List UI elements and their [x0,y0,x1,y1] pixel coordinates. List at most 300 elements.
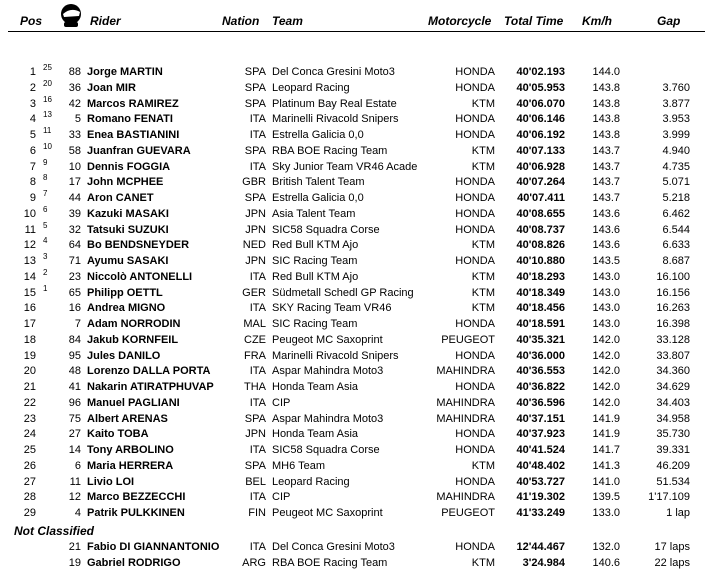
team-name: SIC Racing Team [272,318,358,330]
speed-kmh: 143.7 [592,192,620,204]
rider-number: 42 [68,97,81,110]
points: 4 [43,236,48,246]
total-time: 40'08.826 [516,239,565,252]
gap: 34.360 [656,365,690,378]
nation: ITA [249,541,266,553]
rider-name: Tatsuki SUZUKI [87,223,169,236]
motorcycle: PEUGEOT [441,333,495,346]
team-name: Sky Junior Team VR46 Acade [272,160,418,173]
motorcycle: KTM [471,302,495,315]
speed-kmh: 143.6 [592,207,620,220]
speed-kmh: 141.9 [592,412,620,425]
motorcycle: HONDA [455,176,495,189]
rider-name: Dennis FOGGIA [87,160,171,173]
points: 3 [43,252,48,261]
position: 13 [23,255,36,267]
speed-kmh: 142.0 [592,396,620,409]
total-time: 40'18.456 [516,302,565,315]
total-time: 40'07.411 [517,192,565,204]
points: 20 [43,78,52,88]
header-kmh: Km/h [582,14,612,28]
table-row [0,222,710,238]
rider-number: 11 [69,475,81,488]
nation: SPA [244,81,266,94]
speed-kmh: 133.0 [592,507,620,519]
motorcycle: HONDA [455,129,495,141]
gap: 5.071 [662,176,690,189]
nation: ARG [242,556,266,569]
table-row [0,363,710,379]
rider-number: 27 [68,428,81,441]
rider-name: Ayumu SASAKI [87,255,169,267]
speed-kmh: 139.5 [592,491,620,504]
nation: ITA [249,302,266,315]
points: 7 [43,189,48,198]
nation: ITA [249,491,266,504]
team-name: Peugeot MC Saxoprint [272,333,383,346]
nation: ITA [249,129,266,141]
nation: MAL [243,318,266,330]
total-time: 40'35.321 [516,333,565,346]
table-row [0,411,710,427]
team-name: Marinelli Rivacold Snipers [272,113,399,126]
table-row [0,332,710,348]
team-name: CIP [272,491,291,504]
position: 5 [29,129,36,141]
total-time: 40'18.349 [516,286,565,299]
total-time: 40'37.151 [516,412,565,425]
gap: 16.156 [656,286,690,299]
nation: SPA [244,97,266,110]
team-name: Marinelli Rivacold Snipers [272,349,399,362]
position: 21 [23,381,36,393]
nation: JPN [245,255,266,267]
speed-kmh: 142.0 [592,381,620,393]
team-name: Leopard Racing [272,475,350,488]
rider-name: Jules DANILO [87,349,161,362]
nation: SPA [244,66,266,78]
table-row [0,206,710,222]
team-name: RBA BOE Racing Team [272,556,388,569]
motorcycle: HONDA [455,192,495,204]
points: 9 [43,157,48,167]
rider-number: 12 [68,491,81,504]
points: 8 [43,173,48,183]
total-time: 40'36.000 [516,349,565,362]
rider-name: Romano FENATI [87,113,173,126]
position: 11 [24,223,36,236]
position: 20 [23,365,36,378]
motorcycle: HONDA [455,223,495,236]
nation: JPN [245,428,266,441]
rider-name: Joan MIR [87,81,136,94]
header-rider: Rider [90,14,121,28]
speed-kmh: 143.6 [592,239,620,252]
rider-name: Manuel PAGLIANI [87,396,180,409]
speed-kmh: 143.7 [592,144,620,157]
table-row [0,143,710,159]
table-row [0,111,710,127]
rider-name: Gabriel RODRIGO [87,556,181,569]
position: 26 [23,459,36,472]
gap: 8.687 [662,255,690,267]
rider-name: Fabio DI GIANNANTONIO [87,541,220,553]
position: 8 [29,176,36,189]
total-time: 40'48.402 [516,459,565,472]
gap: 3.999 [662,129,690,141]
position: 2 [29,81,36,94]
gap: 16.263 [656,302,690,315]
rider-number: 14 [68,444,81,456]
rider-name: Andrea MIGNO [87,302,166,315]
team-name: Platinum Bay Real Estate [272,97,397,110]
points: 16 [43,94,52,104]
total-time: 40'06.192 [516,129,565,141]
motorcycle: HONDA [455,207,495,220]
rider-number: 41 [68,381,81,393]
table-row [0,269,710,285]
rider-name: Jakub KORNFEIL [87,333,179,346]
speed-kmh: 143.8 [592,97,620,110]
speed-kmh: 141.7 [592,444,620,456]
rider-number: 17 [68,176,81,189]
motorcycle: KTM [471,160,495,173]
total-time: 3'24.984 [522,556,565,569]
position: 23 [23,412,36,425]
rider-number: 75 [68,412,81,425]
table-row [0,539,710,555]
position: 25 [23,444,36,456]
total-time: 40'06.070 [516,97,565,110]
header-pos: Pos [20,14,43,28]
team-name: SIC58 Squadra Corse [272,223,380,236]
nation: ITA [249,160,266,173]
nation: JPN [245,207,266,220]
position: 16 [23,302,36,315]
position: 6 [29,144,36,157]
table-row [0,300,710,316]
gap: 3.760 [662,81,690,94]
rider-number: 10 [68,160,81,173]
position: 9 [29,192,36,204]
gap: 4.735 [662,160,690,173]
team-name: SIC Racing Team [272,255,358,267]
points: 6 [43,204,48,214]
gap: 39.331 [656,444,690,456]
table-row [0,285,710,301]
gap: 34.958 [656,412,690,425]
speed-kmh: 143.0 [592,318,620,330]
rider-name: Patrik PULKKINEN [87,507,185,519]
team-name: CIP [272,396,291,409]
rider-number: 71 [68,255,81,267]
table-row [0,489,710,505]
team-name: Honda Team Asia [272,428,359,441]
rider-number: 23 [68,270,81,283]
position: 22 [23,396,36,409]
speed-kmh: 143.8 [592,81,620,94]
table-row [0,174,710,190]
rider-name: Lorenzo DALLA PORTA [87,365,211,378]
table-row [0,127,710,143]
table-row [0,64,710,80]
total-time: 40'10.880 [516,255,565,267]
gap: 22 laps [654,556,690,569]
table-row [0,379,710,395]
team-name: RBA BOE Racing Team [272,144,388,157]
motorcycle-rider-icon [58,3,84,29]
rider-number: 6 [74,459,81,472]
speed-kmh: 143.8 [592,129,620,141]
total-time: 40'02.193 [516,66,565,78]
table-row [0,190,710,206]
nation: CZE [244,333,266,346]
rider-name: Enea BASTIANINI [87,129,180,141]
rider-name: Bo BENDSNEYDER [87,239,190,252]
table-row [0,316,710,332]
table-row [0,555,710,571]
rider-name: Maria HERRERA [87,459,174,472]
team-name: Red Bull KTM Ajo [272,270,359,283]
position: 14 [23,270,36,283]
motorcycle: HONDA [455,113,495,126]
gap: 16.398 [656,318,690,330]
total-time: 40'08.655 [516,207,565,220]
nation: SPA [244,459,266,472]
points: 1 [43,283,48,293]
table-row [0,395,710,411]
motorcycle: HONDA [455,428,495,441]
table-row [0,96,710,112]
table-row [0,474,710,490]
rider-name: Jorge MARTIN [87,66,163,78]
not-classified-title: Not Classified [14,524,95,538]
rider-name: Adam NORRODIN [87,318,181,330]
gap: 16.100 [656,270,690,283]
rider-number: 48 [68,365,81,378]
table-row [0,237,710,253]
gap: 46.209 [656,459,690,472]
points: 11 [43,126,52,135]
team-name: Del Conca Gresini Moto3 [272,541,395,553]
rider-number: 4 [74,507,81,519]
header-motorcycle: Motorcycle [428,14,492,28]
rider-name: John MCPHEE [87,176,164,189]
rider-name: Albert ARENAS [87,412,168,425]
motorcycle: MAHINDRA [436,491,495,504]
speed-kmh: 143.0 [592,286,620,299]
motorcycle: KTM [471,144,495,157]
points: 10 [43,141,52,151]
total-time: 40'37.923 [516,428,565,441]
motorcycle: MAHINDRA [436,412,495,425]
position: 15 [23,286,36,299]
table-row [0,426,710,442]
motorcycle: HONDA [455,318,495,330]
speed-kmh: 144.0 [592,66,620,78]
motorcycle: HONDA [455,444,495,456]
gap: 51.534 [656,475,690,488]
speed-kmh: 132.0 [592,541,620,553]
position: 10 [23,207,36,220]
position: 7 [29,160,36,173]
gap: 6.544 [662,223,690,236]
speed-kmh: 143.5 [592,255,620,267]
nation: JPN [245,223,266,236]
motorcycle: KTM [471,556,495,569]
position: 3 [29,97,36,110]
motorcycle: KTM [471,270,495,283]
position: 1 [29,66,36,78]
rider-number: 33 [68,129,81,141]
speed-kmh: 141.3 [592,459,620,472]
speed-kmh: 143.8 [592,113,620,126]
header-gap: Gap [657,14,681,28]
position: 18 [23,333,36,346]
nation: FIN [248,507,266,519]
team-name: British Talent Team [272,176,365,189]
rider-name: Aron CANET [87,192,154,204]
total-time: 41'33.249 [516,507,565,519]
rider-name: Livio LOI [87,475,135,488]
team-name: Asia Talent Team [272,207,356,220]
rider-name: Philipp OETTL [87,286,163,299]
team-name: Leopard Racing [272,81,350,94]
header-divider [8,31,705,32]
team-name: SIC58 Squadra Corse [272,444,380,456]
points: 25 [43,63,52,72]
position: 29 [23,507,36,519]
table-header [0,0,710,40]
team-name: Aspar Mahindra Moto3 [272,412,384,425]
nation: SPA [244,144,266,157]
rider-number: 58 [68,144,81,157]
team-name: Estrella Galicia 0,0 [272,129,364,141]
position: 28 [23,491,36,504]
gap: 1 lap [666,507,690,519]
nation: ITA [249,270,266,283]
gap: 5.218 [662,192,690,204]
total-time: 40'08.737 [516,223,565,236]
rider-number: 95 [68,349,81,362]
gap: 1'17.109 [648,491,690,504]
rider-number: 21 [68,541,81,553]
nation: GBR [242,176,266,189]
gap: 6.462 [662,207,690,220]
nation: ITA [249,113,266,126]
gap: 33.807 [656,349,690,362]
gap: 3.953 [662,113,690,126]
total-time: 40'06.928 [516,160,565,173]
rider-name: Kaito TOBA [87,428,149,441]
points: 5 [43,220,48,230]
nation: FRA [244,349,266,362]
table-row [0,159,710,175]
points: 2 [43,267,48,277]
table-row [0,348,710,364]
gap: 33.128 [656,333,690,346]
total-time: 40'53.727 [516,475,565,488]
total-time: 40'41.524 [516,444,565,456]
table-row [0,80,710,96]
nation: GER [242,286,266,299]
position: 27 [23,475,36,488]
gap: 4.940 [662,144,690,157]
motorcycle: HONDA [455,541,495,553]
table-row [0,505,710,521]
team-name: SKY Racing Team VR46 [272,302,392,315]
nation: THA [244,381,266,393]
nation: NED [242,239,266,252]
team-name: Honda Team Asia [272,381,359,393]
gap: 34.629 [656,381,690,393]
position: 19 [23,349,36,362]
position: 4 [29,113,36,126]
gap: 3.877 [662,97,690,110]
motorcycle: KTM [471,459,495,472]
motorcycle: MAHINDRA [436,396,495,409]
total-time: 40'07.133 [516,144,565,157]
header-total-time: Total Time [504,14,564,28]
speed-kmh: 142.0 [592,349,620,362]
team-name: MH6 Team [272,459,325,472]
total-time: 40'07.264 [516,176,565,189]
rider-name: Juanfran GUEVARA [87,144,191,157]
table-row [0,442,710,458]
rider-name: Niccolò ANTONELLI [87,270,193,283]
motorcycle: HONDA [455,349,495,362]
table-row [0,253,710,269]
rider-number: 5 [74,113,81,126]
position: 12 [23,239,36,252]
gap: 35.730 [656,428,690,441]
nation: SPA [244,412,266,425]
nation: SPA [244,192,266,204]
motorcycle: KTM [471,97,495,110]
rider-number: 84 [68,333,81,346]
total-time: 40'06.146 [516,113,565,126]
nation: ITA [249,396,266,409]
position: 24 [23,428,36,441]
rider-name: Marcos RAMIREZ [87,97,179,110]
speed-kmh: 143.6 [592,223,620,236]
motorcycle: KTM [471,239,495,252]
rider-number: 96 [68,396,81,409]
speed-kmh: 143.0 [592,302,620,315]
rider-number: 39 [68,207,81,220]
rider-number: 36 [68,81,81,94]
total-time: 40'36.822 [516,381,565,393]
speed-kmh: 143.0 [592,270,620,283]
total-time: 12'44.467 [516,541,565,553]
speed-kmh: 143.7 [592,176,620,189]
team-name: Del Conca Gresini Moto3 [272,66,395,78]
nation: ITA [249,365,266,378]
motorcycle: HONDA [455,81,495,94]
gap: 34.403 [656,396,690,409]
rider-number: 32 [68,223,81,236]
points: 13 [43,110,52,120]
speed-kmh: 141.9 [592,428,620,441]
rider-number: 19 [68,556,81,569]
rider-name: Marco BEZZECCHI [87,491,186,504]
nation: BEL [245,475,266,488]
header-team: Team [272,14,303,28]
speed-kmh: 142.0 [592,333,620,346]
rider-name: Tony ARBOLINO [87,444,174,456]
motorcycle: PEUGEOT [441,507,495,519]
total-time: 40'05.953 [516,81,565,94]
